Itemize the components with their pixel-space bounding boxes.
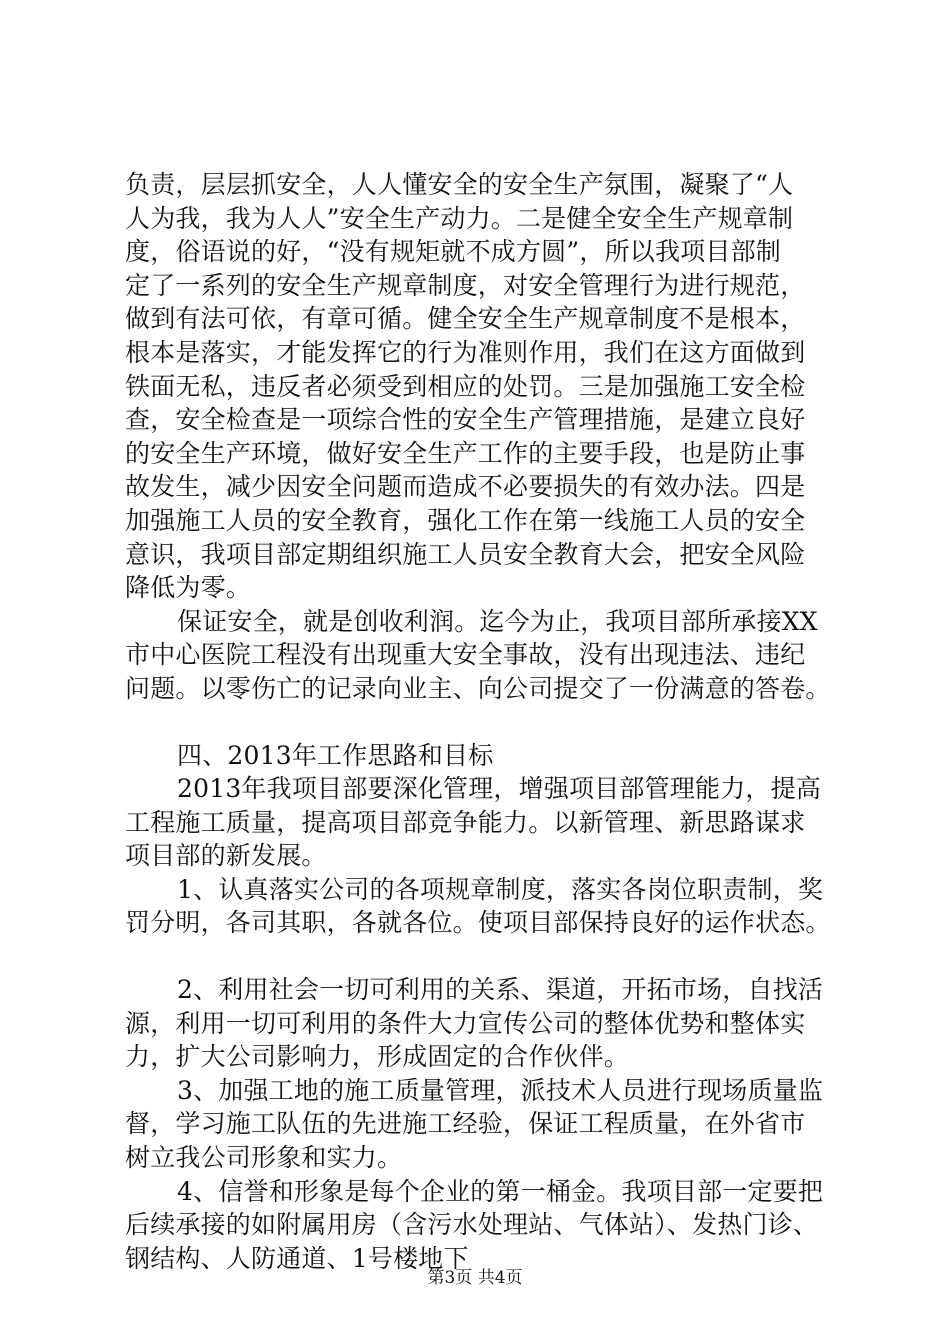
text-line: 查，安全检查是一项综合性的安全生产管理措施，是建立良好	[125, 405, 806, 435]
text-line: 树立我公司形象和实力。	[125, 1143, 403, 1173]
text-line: 加强施工人员的安全教育，强化工作在第一线施工人员的安全	[125, 505, 806, 535]
text-line: 铁面无私，违反者必须受到相应的处罚。三是加强施工安全检	[125, 371, 806, 401]
paragraph-gap	[125, 940, 845, 973]
text-line: 问题。以零伤亡的记录向业主、向公司提交了一份满意的答卷。	[125, 673, 831, 703]
text-line: 降低为零。	[125, 573, 252, 603]
text-line: 意识，我项目部定期组织施工人员安全教育大会，把安全风险	[125, 539, 806, 569]
text-line: 度，俗语说的好，“没有规矩就不成方圆”，所以我项目部制	[125, 237, 781, 267]
text-line: 钢结构、人防通道、1号楼地下	[125, 1243, 469, 1273]
text-line: 力，扩大公司影响力，形成固定的合作伙伴。	[125, 1042, 630, 1072]
text-line: 3、加强工地的施工质量管理，派技术人员进行现场质量监	[177, 1075, 824, 1105]
text-line: 定了一系列的安全生产规章制度，对安全管理行为进行规范，	[125, 270, 806, 300]
text-line: 2013年我项目部要深化管理，增强项目部管理能力，提高	[177, 774, 822, 804]
text-line: 根本是落实，才能发挥它的行为准则作用，我们在这方面做到	[125, 337, 806, 367]
text-line: 项目部的新发展。	[125, 841, 327, 871]
text-line: 1、认真落实公司的各项规章制度，落实各岗位职责制，奖	[177, 874, 824, 904]
text-line: 人为我，我为人人”安全生产动力。二是健全安全生产规章制	[125, 203, 794, 233]
text-line: 故发生，减少因安全问题而造成不必要损失的有效办法。四是	[125, 472, 806, 502]
text-line: 负责，层层抓安全，人人懂安全的安全生产氛围，凝聚了“人	[125, 170, 794, 199]
text-line: 工程施工质量，提高项目部竞争能力。以新管理、新思路谋求	[125, 807, 806, 837]
text-line: 做到有法可依，有章可循。健全安全生产规章制度不是根本，	[125, 304, 806, 334]
text-line: 四、2013年工作思路和目标	[177, 740, 494, 770]
text-line: 罚分明，各司其职，各就各位。使项目部保持良好的运作状态。	[125, 908, 831, 938]
text-line: 市中心医院工程没有出现重大安全事故，没有出现违法、违纪	[125, 640, 806, 670]
text-line: 源，利用一切可利用的条件大力宣传公司的整体优势和整体实	[125, 1008, 806, 1038]
text-line: 后续承接的如附属用房（含污水处理站、气体站）、发热门诊、	[125, 1210, 819, 1240]
text-line: 的安全生产环境，做好安全生产工作的主要手段，也是防止事	[125, 438, 806, 468]
page-footer: 第3页 共4页	[427, 1268, 523, 1288]
paragraph-gap	[125, 706, 845, 739]
text-line: 督，学习施工队伍的先进施工经验，保证工程质量，在外省市	[125, 1109, 806, 1139]
text-line: 4、信誉和形象是每个企业的第一桶金。我项目部一定要把	[177, 1176, 824, 1206]
text-line: 2、利用社会一切可利用的关系、渠道，开拓市场，自找活	[177, 975, 824, 1005]
document-body	[125, 168, 845, 1275]
text-line: 保证安全，就是创收利润。迄今为止，我项目部所承接XX	[177, 606, 818, 636]
